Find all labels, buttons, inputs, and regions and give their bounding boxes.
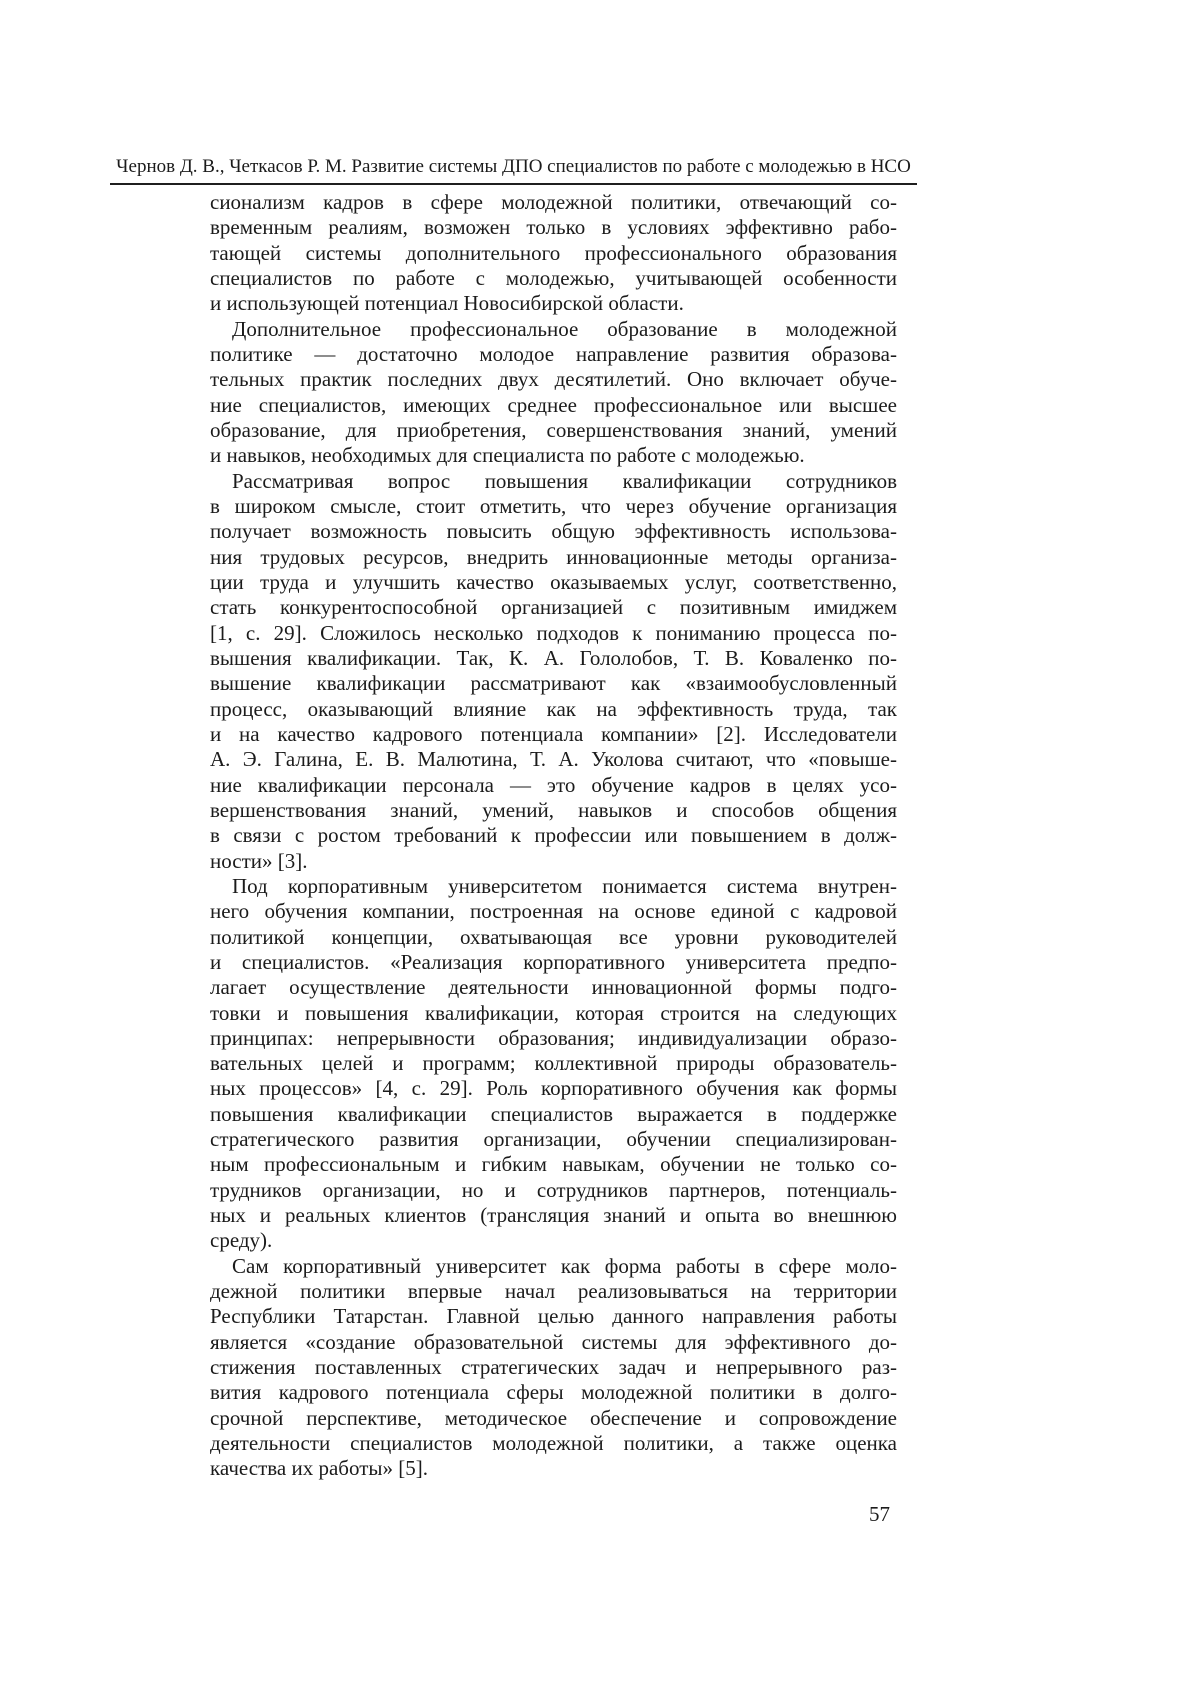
text-line: Республики Татарстан. Главной целью данного направления работы — [210, 1304, 897, 1329]
text-line: и использующей потенциал Новосибирской области. — [210, 291, 684, 316]
text-line: стижения поставленных стратегических задач и непрерывного раз- — [210, 1355, 897, 1380]
text-line: и специалистов. «Реализация корпоративного университета предпо- — [210, 949, 897, 974]
text-line: стратегического развития организации, обучении специализирован- — [210, 1127, 897, 1152]
text-line: Дополнительное профессиональное образование в молодежной — [232, 316, 897, 341]
text-line: [1, с. 29]. Сложилось несколько подходов к пониманию процесса по- — [210, 620, 897, 645]
text-line: политикой концепции, охватывающая все уровни руководителей — [210, 924, 897, 949]
text-line: ции труда и улучшить качество оказываемых услуг, соответственно, — [210, 569, 897, 594]
text-line: в широком смысле, стоит отметить, что через обучение организация — [210, 493, 897, 518]
text-line: деятельности специалистов молодежной политики, а также оценка — [210, 1431, 897, 1456]
text-line: стать конкурентоспособной организацией с позитивным имиджем — [210, 595, 897, 620]
text-line: и навыков, необходимых для специалиста по работе с молодежью. — [210, 443, 805, 468]
text-line: тельных практик последних двух десятилетий. Оно включает обуче- — [210, 367, 897, 392]
text-line: трудников организации, но и сотрудников партнеров, потенциаль- — [210, 1177, 897, 1202]
text-line: вышение квалификации рассматривают как «взаимообусловленный — [210, 671, 897, 696]
article-body — [210, 190, 897, 1482]
text-line: среду). — [210, 1228, 273, 1253]
text-line: качества их работы» [5]. — [210, 1456, 428, 1481]
text-line: вышения квалификации. Так, К. А. Гололобов, Т. В. Коваленко по- — [210, 645, 897, 670]
text-line: в связи с ростом требований к профессии или повышением в долж- — [210, 823, 897, 848]
text-line: Под корпоративным университетом понимается система внутрен- — [232, 873, 897, 898]
text-line: временным реалиям, возможен только в условиях эффективно рабо- — [210, 215, 897, 240]
page-number: 57 — [869, 1502, 890, 1526]
text-line: образование, для приобретения, совершенствования знаний, умений — [210, 417, 897, 442]
text-line: политике — достаточно молодое направление развития образова- — [210, 341, 897, 366]
text-line: является «создание образовательной системы для эффективного до- — [210, 1329, 897, 1354]
text-line: и на качество кадрового потенциала компании» [2]. Исследователи — [210, 721, 897, 746]
text-line: него обучения компании, построенная на основе единой с кадровой — [210, 899, 897, 924]
text-line: ным профессиональным и гибким навыкам, обучении не только со- — [210, 1152, 897, 1177]
text-line: Сам корпоративный университет как форма работы в сфере моло- — [232, 1253, 897, 1278]
text-line: принципах: непрерывности образования; индивидуализации образо- — [210, 1025, 897, 1050]
text-line: вития кадрового потенциала сферы молодежной политики в долго- — [210, 1380, 897, 1405]
text-line: А. Э. Галина, Е. В. Малютина, Т. А. Уколова считают, что «повыше- — [210, 747, 897, 772]
text-line: тающей системы дополнительного профессионального образования — [210, 240, 897, 265]
text-line: ных процессов» [4, с. 29]. Роль корпоративного обучения как формы — [210, 1076, 897, 1101]
text-line: дежной политики впервые начал реализовываться на территории — [210, 1279, 897, 1304]
text-line: вательных целей и программ; коллективной природы образователь- — [210, 1051, 897, 1076]
text-line: получает возможность повысить общую эффективность использова- — [210, 519, 897, 544]
text-line: сионализм кадров в сфере молодежной политики, отвечающий со- — [210, 190, 897, 214]
text-line: ние специалистов, имеющих среднее профессиональное или высшее — [210, 392, 897, 417]
text-line: ных и реальных клиентов (трансляция знаний и опыта во внешнюю — [210, 1203, 897, 1228]
text-line: вершенствования знаний, умений, навыков и способов общения — [210, 797, 897, 822]
text-line: специалистов по работе с молодежью, учитывающей особенности — [210, 265, 897, 290]
running-header: Чернов Д. В., Четкасов Р. М. Развитие системы ДПО специалистов по работе с молодежью в НСО — [116, 156, 911, 177]
text-line: процесс, оказывающий влияние как на эффективность труда, так — [210, 696, 897, 721]
text-line: ния трудовых ресурсов, внедрить инновационные методы организа- — [210, 544, 897, 569]
text-line: товки и повышения квалификации, которая строится на следующих — [210, 1000, 897, 1025]
text-line: ние квалификации персонала — это обучение кадров в целях усо- — [210, 772, 897, 797]
text-line: лагает осуществление деятельности инновационной формы подго- — [210, 975, 897, 1000]
text-line: повышения квалификации специалистов выражается в поддержке — [210, 1101, 897, 1126]
text-line: ности» [3]. — [210, 848, 308, 873]
text-line: Рассматривая вопрос повышения квалификации сотрудников — [232, 468, 897, 493]
header-rule — [110, 183, 917, 185]
text-line: срочной перспективе, методическое обеспечение и сопровождение — [210, 1405, 897, 1430]
